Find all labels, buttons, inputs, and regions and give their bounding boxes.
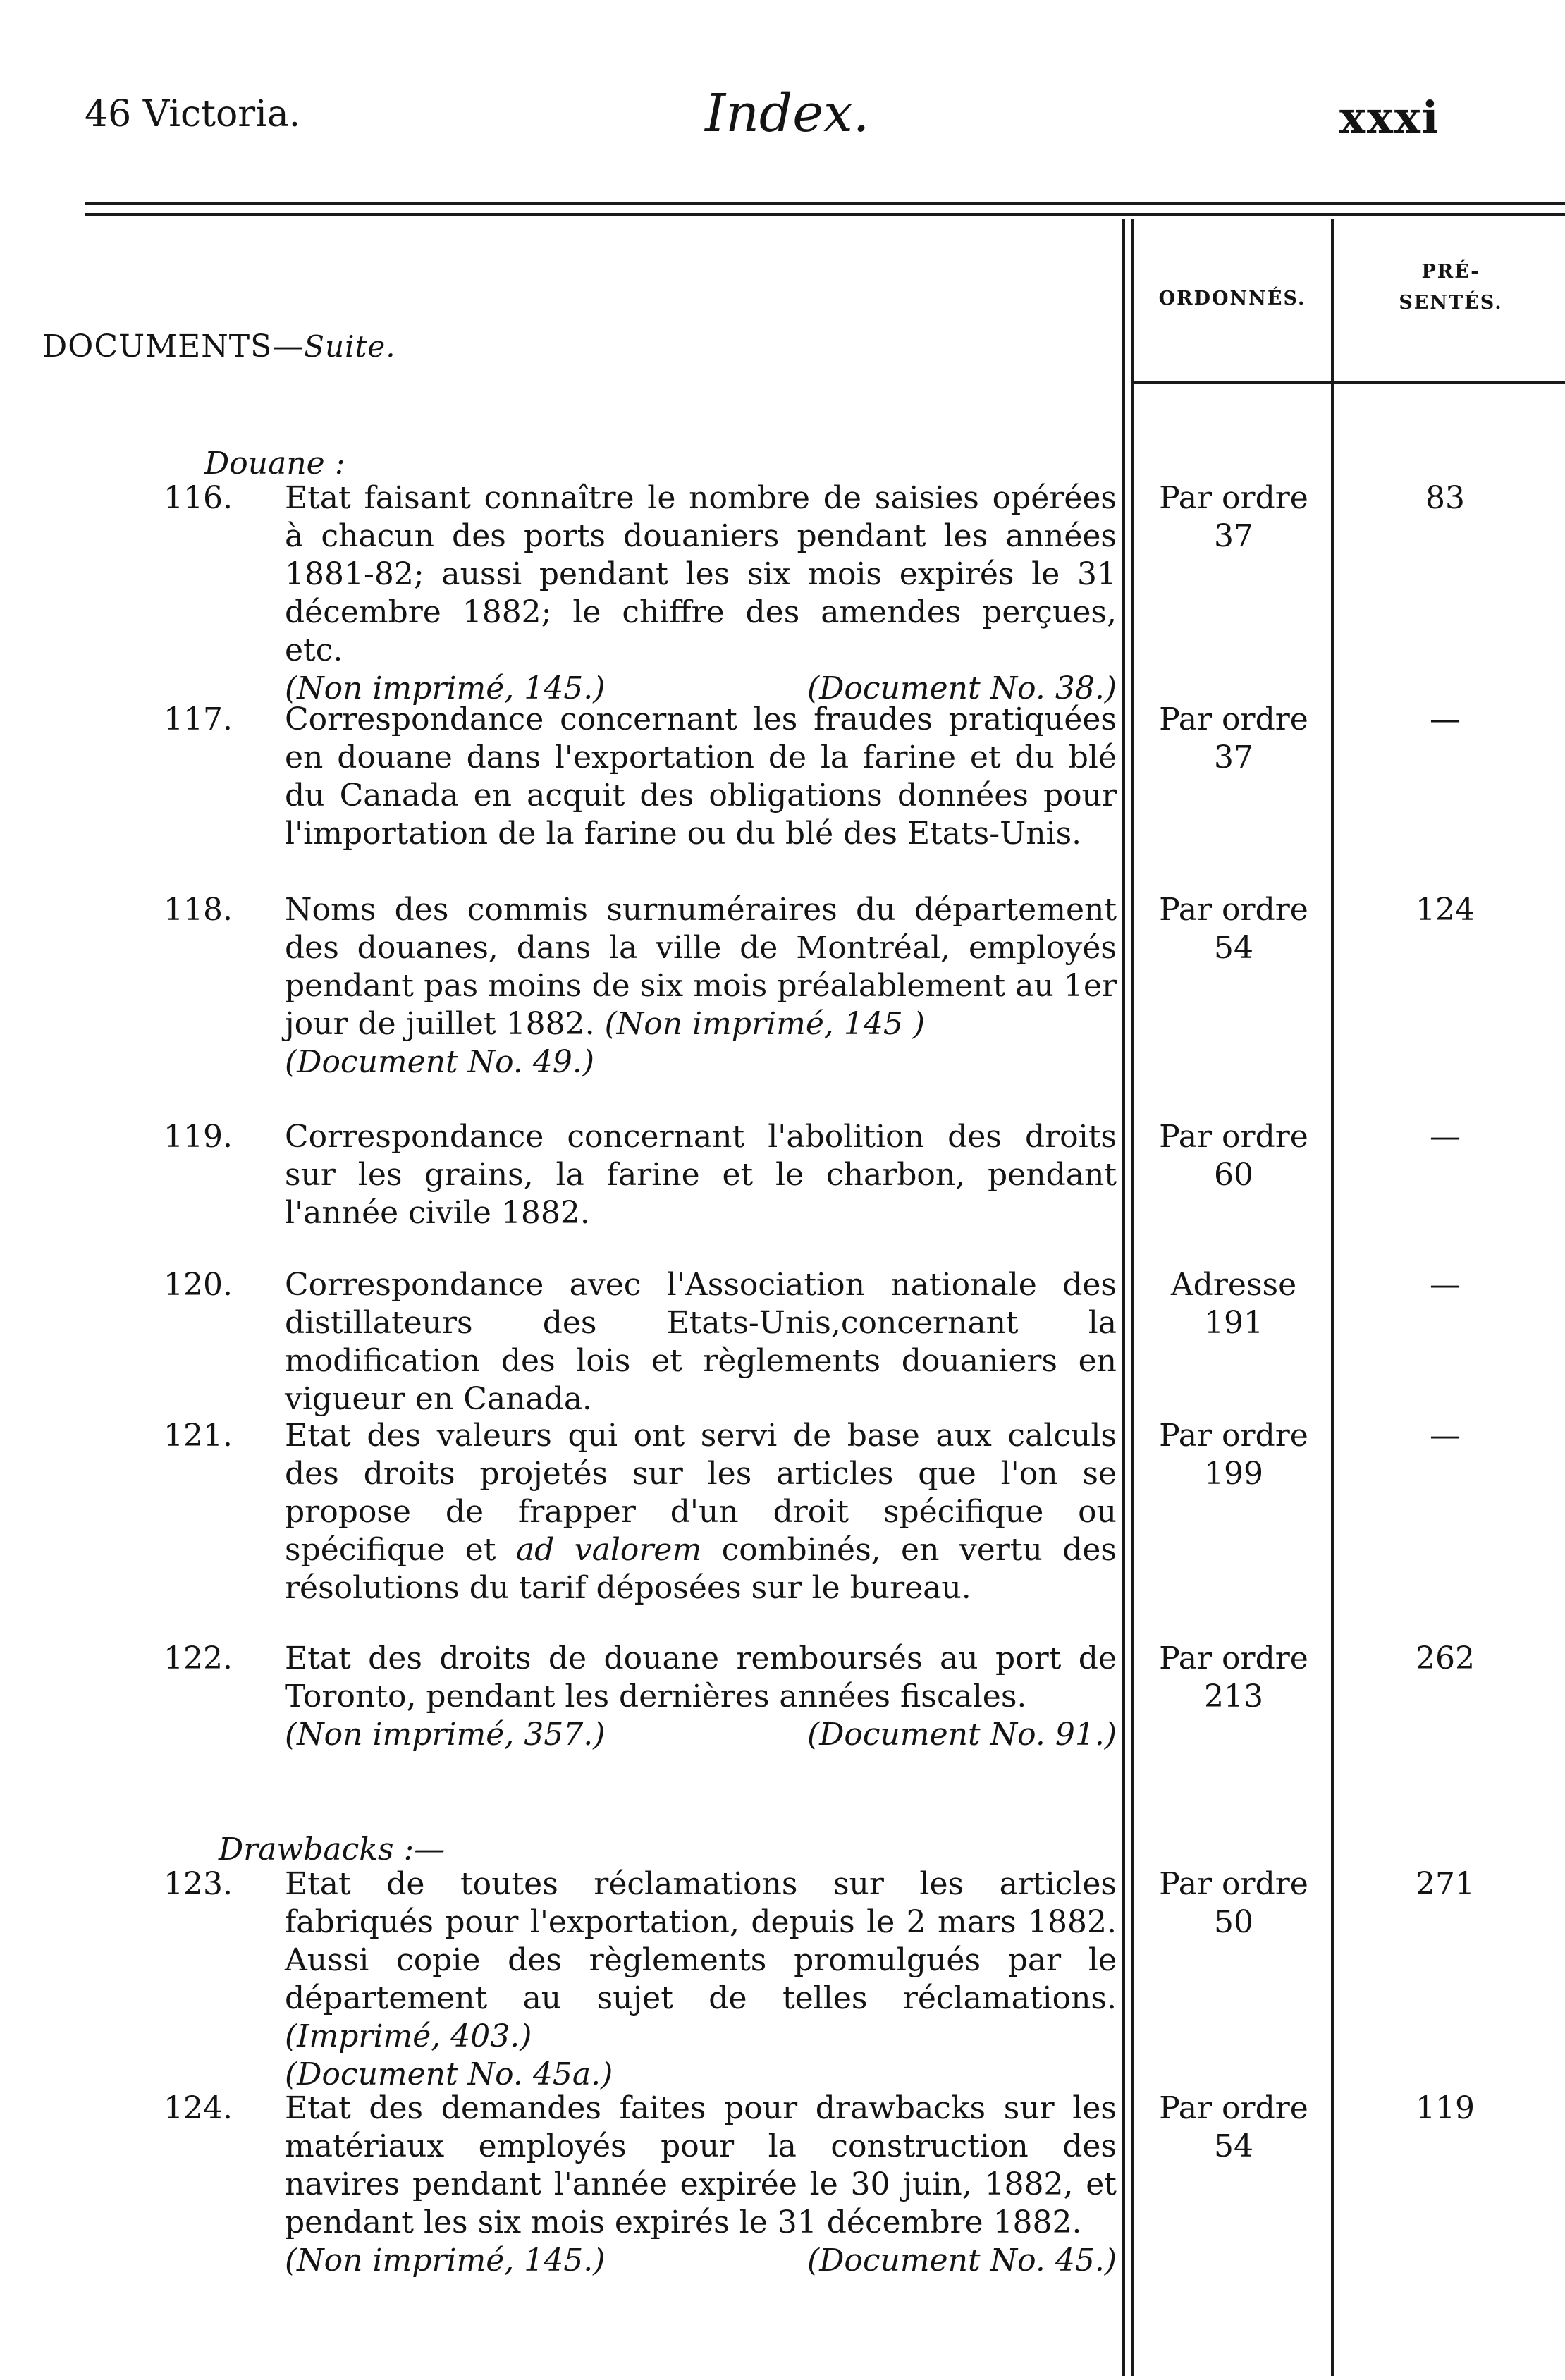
entry-note-right: (Document No. 49.): [285, 1044, 595, 1080]
entry-description: [285, 2090, 1117, 2280]
entry-description: [285, 1640, 1117, 1754]
entry-number: 124.: [164, 2090, 233, 2126]
column-heading-presented-top: PRÉ-: [1421, 261, 1480, 283]
entry-note-inline: (Non imprimé, 145 ): [604, 1006, 925, 1042]
entry-description: [285, 701, 1117, 853]
entry-notes: [285, 2242, 1117, 2280]
entry-ordered-by: Par ordre: [1159, 480, 1308, 516]
entry-number: 122.: [164, 1640, 233, 1676]
entry-number: 123.: [164, 1866, 233, 1902]
entry-text: Correspondance avec l'Association nationale des distillateurs des Etats-Unis,concernant la modification des lois et règlements douaniers en vigueur en Canada.: [285, 1267, 1117, 1417]
column-heading-ordered: ORDONNÉS.: [1158, 288, 1306, 309]
entry-note-right: (Document No. 45.): [806, 2243, 1117, 2278]
entry-presented: —: [1430, 1267, 1461, 1303]
entry-note-right: (Document No. 38.): [806, 670, 1117, 706]
entry-ordered: [1135, 2090, 1332, 2166]
entry-text: Etat faisant connaître le nombre de saisies opérées à chacun des ports douaniers pendant les années 1881-82; aussi pendant les six mois expirés le 31 décembre 1882; le chiffre des amendes perçues, etc.: [285, 480, 1117, 668]
entry-note-left: (Non imprimé, 145.): [285, 2243, 606, 2278]
entry-presented: 119: [1416, 2090, 1475, 2126]
running-header-title: Index.: [705, 83, 870, 144]
entry-number: 116.: [164, 480, 233, 516]
entry-ordered-num: 213: [1204, 1679, 1263, 1715]
entry-presented: 271: [1416, 1866, 1475, 1902]
entry-ordered-by: Par ordre: [1159, 1119, 1308, 1155]
column-heading-presented-bottom: SENTÉS.: [1399, 292, 1503, 314]
entry-ordered-by: Par ordre: [1159, 1866, 1308, 1902]
entry-description: [285, 1865, 1117, 2094]
entry-ordered: [1135, 701, 1332, 777]
running-header-left: 46 Victoria.: [85, 93, 301, 135]
entry-ordered-by: Par ordre: [1159, 1418, 1308, 1454]
entry-presented: —: [1430, 1418, 1461, 1454]
column-divider-desc-inner: [1131, 219, 1134, 2376]
entry-number: 118.: [164, 892, 233, 928]
entry-text: Etat des valeurs qui ont servi de base aux calculs des droits projetés sur les articles que l'on se propose de frapper d'un droit spécifique ou spécifique et: [285, 1418, 1117, 1568]
entry-description: [285, 1118, 1117, 1232]
header-rule-top: [85, 202, 1565, 205]
entry-ordered: [1135, 1417, 1332, 1493]
entry-ordered: [1135, 891, 1332, 967]
entry-description: [285, 891, 1117, 1081]
entry-text-italic: ad valorem: [515, 1532, 702, 1568]
section-title-main: DOCUMENTS—: [42, 329, 305, 364]
entry-ordered-num: 199: [1204, 1456, 1263, 1492]
entry-description: [285, 1417, 1117, 1607]
entry-number: 119.: [164, 1119, 233, 1155]
entry-number: 121.: [164, 1418, 233, 1454]
entry-ordered-by: Par ordre: [1159, 701, 1308, 737]
entry-note-right: (Document No. 45a.): [285, 2056, 613, 2092]
entry-presented: —: [1430, 1119, 1461, 1155]
entry-ordered-num: 50: [1214, 1904, 1253, 1940]
entry-text: Etat des demandes faites pour drawbacks sur les matériaux employés pour la construction des navires pendant l'année expirée le 30 juin, 1882, et pendant les six mois expirés le 31 décembre 1882.: [285, 2090, 1117, 2240]
page-number: xxxi: [1339, 92, 1440, 143]
entry-number: 120.: [164, 1267, 233, 1303]
header-rule-bottom: [85, 213, 1565, 216]
entry-note-left: (Non imprimé, 357.): [285, 1717, 606, 1753]
entry-text: Etat des droits de douane remboursés au port de Toronto, pendant les dernières années fiscales.: [285, 1640, 1117, 1715]
entry-note-right: (Document No. 91.): [806, 1717, 1117, 1753]
entry-text: Correspondance concernant les fraudes pratiquées en douane dans l'exportation de la farine et du blé du Canada en acquit des obligations données pour l'importation de la farine ou du blé des Etats-Unis.: [285, 701, 1117, 852]
entry-text: Noms des commis surnuméraires du département des douanes, dans la ville de Montréal, employés pendant pas moins de six mois préalablement au 1er jour de juillet 1882.: [285, 892, 1117, 1042]
entry-presented: 124: [1416, 892, 1475, 928]
entry-ordered-num: 60: [1214, 1157, 1253, 1193]
entry-note-inline: (Imprimé, 403.): [285, 2018, 532, 2054]
entry-description: [285, 479, 1117, 708]
entry-presented: 83: [1425, 480, 1465, 516]
entry-presented: —: [1430, 701, 1461, 737]
entry-ordered-num: 37: [1214, 518, 1253, 554]
entry-ordered: [1135, 479, 1332, 556]
subsection-douane: Douane :: [204, 446, 345, 481]
entry-ordered: [1135, 1118, 1332, 1194]
entry-ordered-num: 37: [1214, 740, 1253, 775]
entry-description: [285, 1266, 1117, 1418]
entry-ordered: [1135, 1640, 1332, 1716]
entry-text: Etat de toutes réclamations sur les articles fabriqués pour l'exportation, depuis le 2 mars 1882. Aussi copie des règlements promulgués par le département au sujet de telles réclamations.: [285, 1866, 1117, 2016]
entry-ordered-by: Par ordre: [1159, 1640, 1308, 1676]
entry-ordered-num: 54: [1214, 2128, 1253, 2164]
entry-text-end: combinés, en vertu des résolutions du tarif déposées sur le bureau.: [285, 1532, 1117, 1606]
entry-ordered-by: Par ordre: [1159, 892, 1308, 928]
entry-ordered-num: 54: [1214, 930, 1253, 966]
entry-ordered: [1135, 1865, 1332, 1942]
section-title: [42, 329, 396, 364]
entry-text: Correspondance concernant l'abolition des droits sur les grains, la farine et le charbon, pendant l'année civile 1882.: [285, 1119, 1117, 1231]
section-title-suffix: Suite.: [304, 329, 396, 364]
column-divider-desc: [1122, 219, 1125, 2376]
column-header-rule: [1131, 381, 1565, 384]
entry-presented: 262: [1416, 1640, 1475, 1676]
entry-ordered: [1135, 1266, 1332, 1342]
entry-ordered-by: Adresse: [1170, 1267, 1297, 1303]
entry-ordered-num: 191: [1204, 1305, 1263, 1341]
entry-notes: [285, 1716, 1117, 1754]
entry-note-left: (Non imprimé, 145.): [285, 670, 606, 706]
entry-ordered-by: Par ordre: [1159, 2090, 1308, 2126]
entry-number: 117.: [164, 701, 233, 737]
subsection-drawbacks: Drawbacks :—: [219, 1832, 446, 1867]
